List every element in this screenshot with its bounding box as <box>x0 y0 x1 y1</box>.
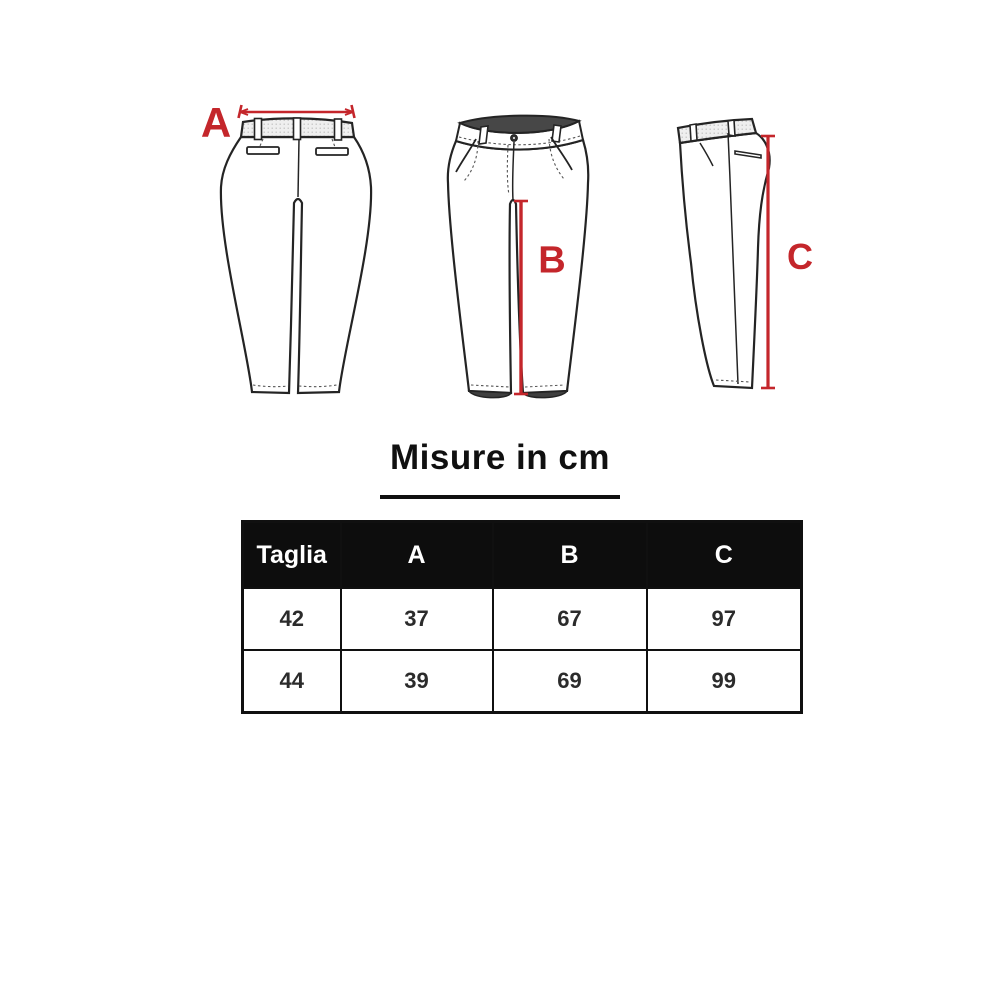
cell-c-44: 99 <box>647 650 802 713</box>
title-block <box>0 438 1000 499</box>
cell-b-44: 69 <box>493 650 647 713</box>
size-row-42 <box>243 588 802 650</box>
cell-a-42: 37 <box>341 588 493 650</box>
size-row-44 <box>243 650 802 713</box>
cell-c-42: 97 <box>647 588 802 650</box>
measure-label-c: C <box>787 236 813 277</box>
cell-a-44: 39 <box>341 650 493 713</box>
cell-b-42: 67 <box>493 588 647 650</box>
pants-front-view-drawing <box>445 95 605 405</box>
cell-taglia-42: 42 <box>243 588 341 650</box>
cell-taglia-44: 44 <box>243 650 341 713</box>
header-cell-c: C <box>647 522 802 589</box>
header-cell-taglia: Taglia <box>243 522 341 589</box>
title-underline <box>380 495 620 499</box>
pants-front-view-illustration <box>445 95 605 405</box>
size-table-header-row <box>243 522 802 589</box>
measure-label-b: B <box>538 239 566 282</box>
waist-measure-arrow <box>239 105 355 118</box>
page-title: Misure in cm <box>390 438 610 477</box>
header-cell-b: B <box>493 522 647 589</box>
size-table <box>241 520 803 714</box>
measure-label-a: A <box>200 99 232 146</box>
header-cell-a: A <box>341 522 493 589</box>
